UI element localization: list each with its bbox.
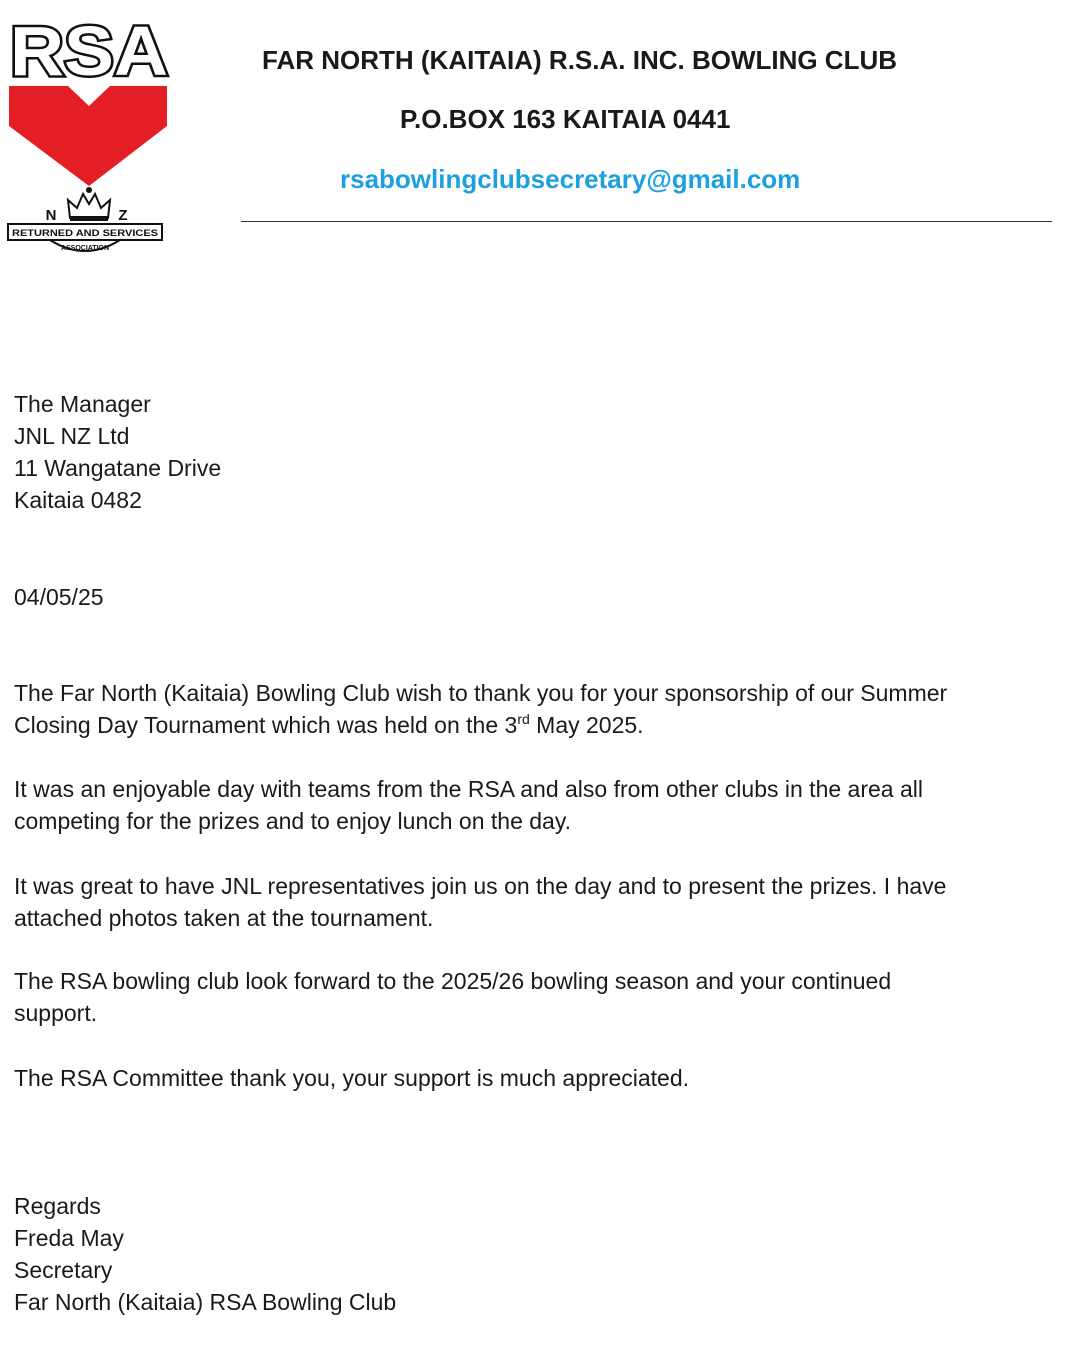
signatory-organisation: Far North (Kaitaia) RSA Bowling Club	[14, 1289, 397, 1315]
email-link[interactable]: rsabowlingclubsecretary@gmail.com	[340, 164, 801, 194]
paragraph	[14, 773, 1064, 837]
rsa-logo	[6, 18, 172, 262]
header-divider	[241, 221, 1052, 222]
logo-z-letter: Z	[118, 207, 128, 224]
paragraph-line: The RSA Committee thank you, your support is much appreciated.	[14, 1065, 689, 1091]
paragraph-line: It was an enjoyable day with teams from the RSA and also from other clubs in the area all	[14, 776, 923, 802]
paragraph-line: competing for the prizes and to enjoy lunch on the day.	[14, 808, 572, 834]
paragraph-line: attached photos taken at the tournament.	[14, 905, 434, 931]
signoff-block	[14, 1190, 1064, 1318]
letter-date: 04/05/25	[14, 584, 104, 610]
logo-red-heart	[9, 86, 167, 186]
logo-rsa-text: RSA	[10, 18, 168, 90]
paragraph	[14, 870, 1064, 934]
paragraph	[14, 677, 1064, 741]
text-fragment: Closing Day Tournament which was held on the 3	[14, 712, 518, 738]
recipient-address	[14, 388, 1064, 516]
signatory-name: Freda May	[14, 1225, 124, 1251]
paragraph-line: The RSA bowling club look forward to the 2025/26 bowling season and your continued	[14, 968, 892, 994]
paragraph	[14, 1062, 1064, 1094]
paragraph	[14, 965, 1064, 1029]
recipient-line: JNL NZ Ltd	[14, 423, 130, 449]
recipient-line: 11 Wangatane Drive	[14, 455, 222, 481]
organisation-name: FAR NORTH (KAITAIA) R.S.A. INC. BOWLING CLUB	[262, 45, 898, 75]
crown-icon	[68, 187, 110, 221]
paragraph-line: It was great to have JNL representatives join us on the day and to present the prizes. I have	[14, 873, 947, 899]
logo-association-text: ASSOCIATION	[60, 245, 110, 252]
closing: Regards	[14, 1193, 101, 1219]
recipient-line: The Manager	[14, 391, 151, 417]
logo-n-letter: N	[45, 207, 57, 224]
paragraph-line	[14, 709, 1064, 741]
paragraph-line: support.	[14, 1000, 98, 1026]
ordinal-suffix: rd	[517, 711, 530, 727]
text-fragment: May 2025.	[529, 712, 644, 738]
postal-address: P.O.BOX 163 KAITAIA 0441	[400, 104, 731, 134]
signatory-title: Secretary	[14, 1257, 113, 1283]
recipient-line: Kaitaia 0482	[14, 487, 142, 513]
logo-banner-text: RETURNED AND SERVICES	[12, 228, 158, 239]
paragraph-line: The Far North (Kaitaia) Bowling Club wish to thank you for your sponsorship of our Summer	[14, 680, 948, 706]
